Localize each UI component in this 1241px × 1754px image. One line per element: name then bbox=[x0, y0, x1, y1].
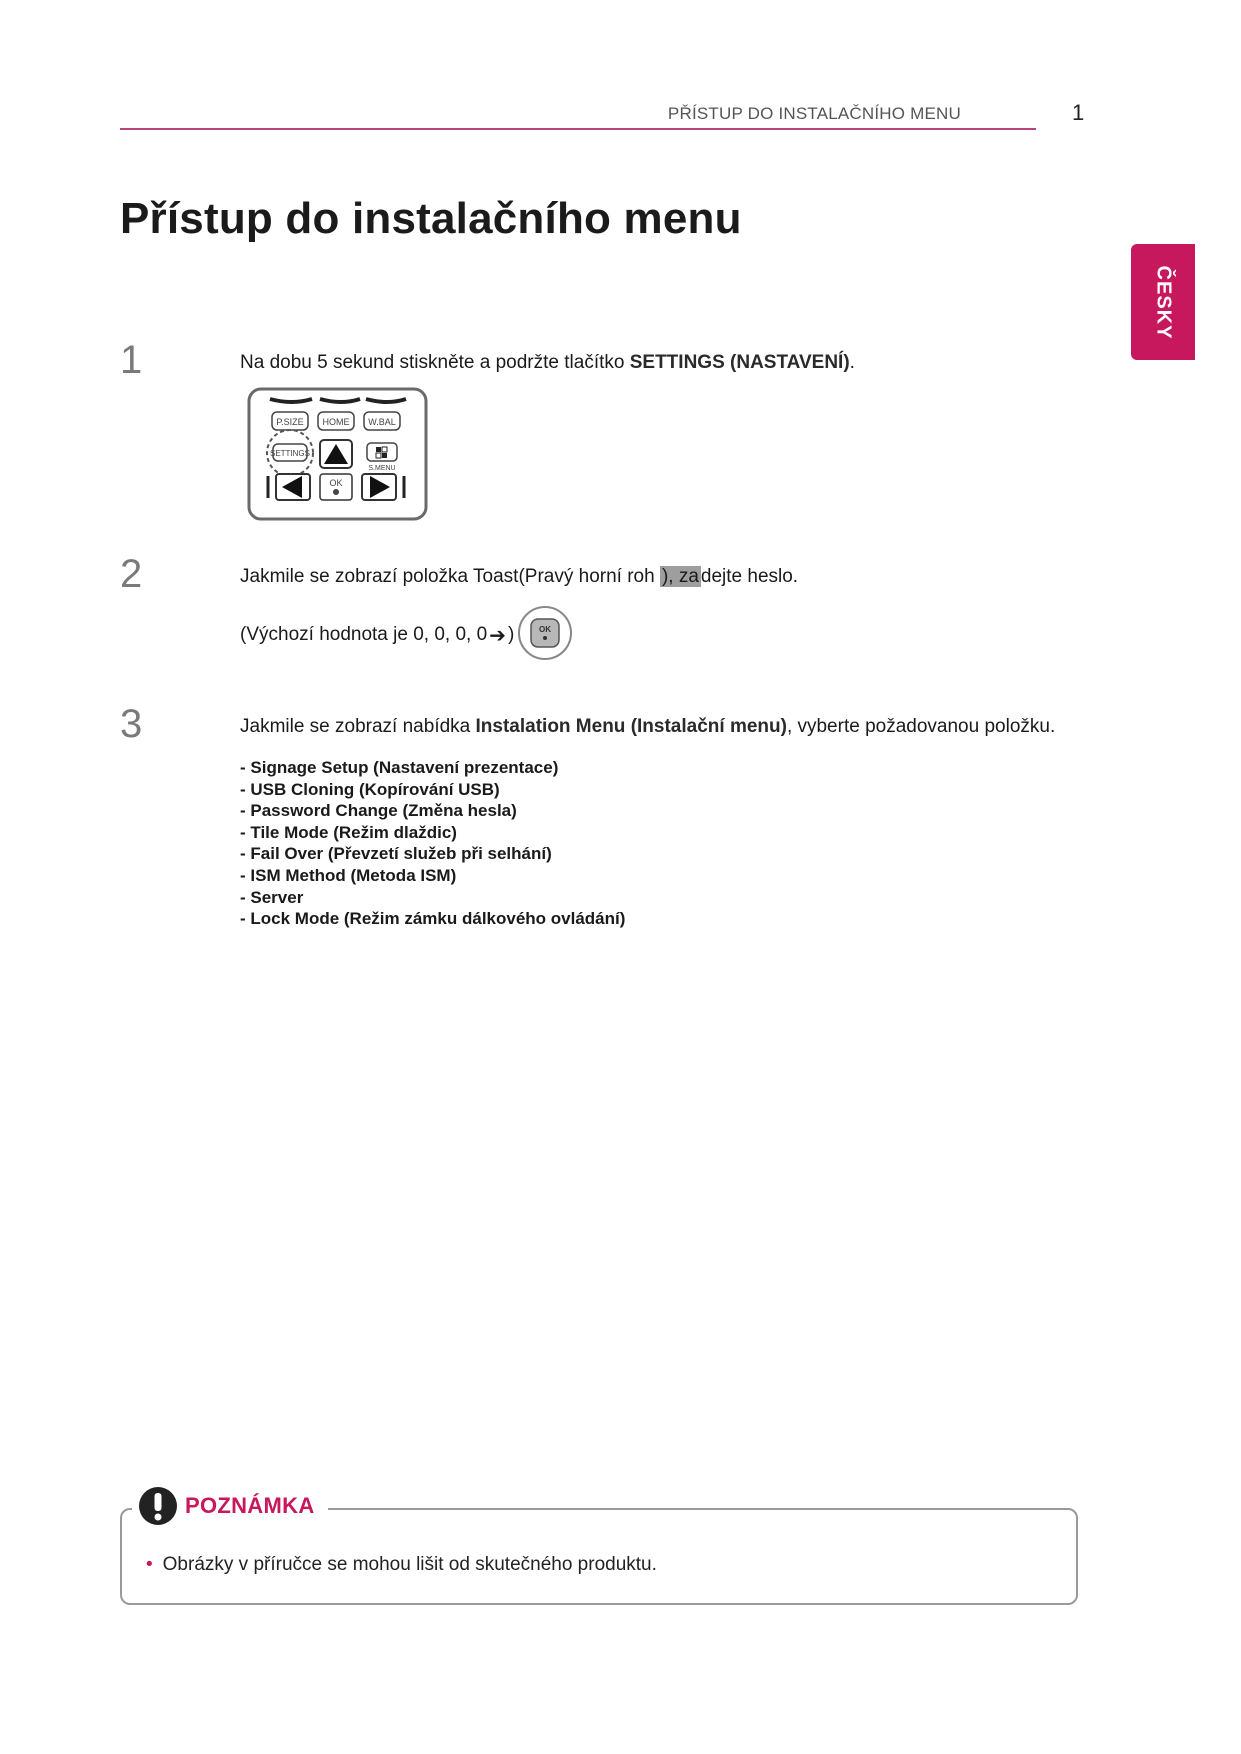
header-divider bbox=[120, 128, 1036, 130]
step-2-highlight: ), za bbox=[661, 566, 699, 587]
ok-button-icon bbox=[516, 604, 574, 662]
list-item: - USB Cloning (Kopírování USB) bbox=[240, 779, 500, 799]
step-2-text-after: dejte heslo. bbox=[700, 566, 799, 587]
list-item: - Signage Setup (Nastavení prezentace) bbox=[240, 758, 559, 777]
psize-button-label: P.SIZE bbox=[276, 417, 304, 427]
step-3-text-after: , vyberte požadovanou položku. bbox=[786, 716, 1056, 737]
language-tab bbox=[1131, 244, 1195, 360]
step-3-number: 3 bbox=[120, 702, 143, 746]
arrow-right-icon: ➔ bbox=[489, 624, 506, 647]
note-item-text: Obrázky v příručce se mohou lišit od skutečného produktu. bbox=[162, 1554, 657, 1575]
list-item: - ISM Method (Metoda ISM) bbox=[240, 865, 457, 885]
step-1-number: 1 bbox=[120, 338, 143, 382]
step-2-number: 2 bbox=[120, 552, 143, 596]
list-item: - Server bbox=[240, 887, 304, 907]
language-tab-label: ČESKY bbox=[1152, 265, 1175, 339]
list-item: - Fail Over (Převzetí služeb při selhání) bbox=[240, 844, 552, 864]
step-3-text-bold: Instalation Menu (Instalační menu) bbox=[475, 716, 787, 737]
step-1-text-after: . bbox=[849, 352, 855, 373]
home-button-label: HOME bbox=[322, 417, 350, 427]
wbal-button-label: W.BAL bbox=[368, 417, 396, 427]
page-number: 1 bbox=[1072, 100, 1085, 125]
ok-icon-label: OK bbox=[539, 625, 552, 634]
warning-icon bbox=[138, 1486, 178, 1526]
list-item: - Password Change (Změna hesla) bbox=[240, 801, 517, 821]
note-title: POZNÁMKA bbox=[185, 1493, 315, 1518]
step-2-text bbox=[240, 566, 798, 588]
step-3-text bbox=[240, 716, 1055, 738]
installation-menu-options bbox=[240, 757, 625, 930]
list-item: - Tile Mode (Režim dlaždic) bbox=[240, 822, 457, 842]
page-title: Přístup do instalačního menu bbox=[120, 194, 742, 243]
smenu-button-label: S.MENU bbox=[368, 465, 396, 472]
step-1-text-bold: SETTINGS (NASTAVENÍ) bbox=[629, 352, 850, 373]
bullet-icon: • bbox=[146, 1554, 153, 1575]
step-2-text-before: Jakmile se zobrazí položka Toast(Pravý horní roh bbox=[240, 566, 660, 587]
ok-button-label: OK bbox=[329, 478, 343, 488]
list-item: - Lock Mode (Režim zámku dálkového ovládání) bbox=[240, 909, 626, 929]
step-2-close-paren: ) bbox=[507, 624, 515, 645]
settings-button-label: SETTINGS bbox=[269, 449, 311, 458]
note-item bbox=[146, 1554, 657, 1576]
step-1-text-before: Na dobu 5 sekund stiskněte a podržte tlačítko bbox=[240, 352, 630, 373]
step-2-line-2 bbox=[240, 608, 574, 662]
step-3-text-before: Jakmile se zobrazí nabídka bbox=[240, 716, 476, 737]
step-1-text bbox=[240, 352, 855, 374]
step-2-default-value: (Výchozí hodnota je 0, 0, 0, 0 bbox=[240, 624, 488, 645]
remote-control-illustration bbox=[246, 386, 429, 522]
header-section-title: PŘÍSTUP DO INSTALAČNÍHO MENU bbox=[667, 104, 961, 123]
